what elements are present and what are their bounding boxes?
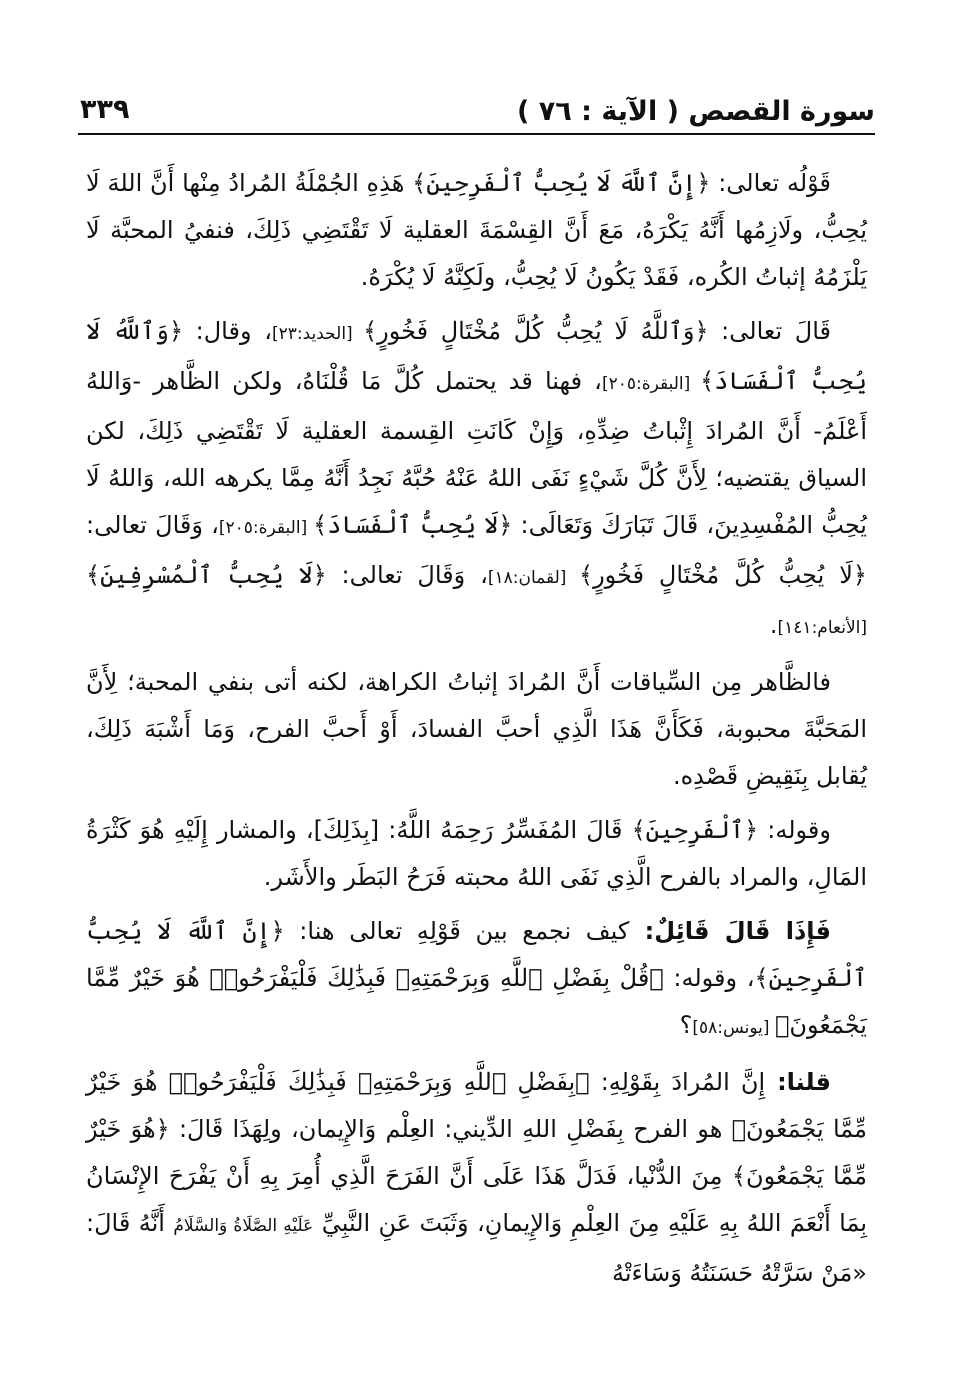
verse-reference: [البقرة:٢٠٥] [218, 518, 314, 538]
paragraph-3: فالظَّاهر مِن السِّياقات أَنَّ المُرادَ إثباتُ الكراهة، لكنه أتى بنفي المحبة؛ لِأَنَّ المَحَبَّةَ محبوبة، فَكَأَنَّ هَذَا الَّذِي أحبَّ الفسادَ، أَوْ أَحبَّ الفرح، وَمَا أَشْبَهَ ذَلِكَ، يُقابل بِنَقِيضِ قَصْدِه. [86, 668, 867, 790]
quran-verse: ﴿إِنَّ ٱللَّهَ لَا يُحِبُّ ٱلْفَرِحِينَ﴾ [86, 917, 867, 992]
page-body [86, 160, 867, 1304]
salutation: عَلَيْهِ الصَّلَاةُ وَالسَّلَامُ [173, 1216, 314, 1236]
verse-reference: [لقمان:١٨] [487, 568, 580, 588]
verse-reference: [الأنعام:١٤١] [777, 618, 867, 638]
paragraph-4: وقوله: ﴿ٱلْفَرِحِينَ﴾ قَالَ المُفَسِّرُ رَحِمَهُ اللَّهُ: [بِذَلِكَ]، والمشار إِلَيْهِ هُوَ كَثْرَةُ المَالِ، والمراد بالفرح الَّذِي نَفَى اللهُ محبته فَرَحُ البَطَر والأَشَر. [86, 816, 867, 891]
paragraph-2: قَالَ تعالى: ﴿وَٱللَّهُ لَا يُحِبُّ كُلَّ مُخْتَالٍ فَخُورٍ﴾ [الحديد:٢٣]، وقال: ﴿وَٱللَّهُ لَا يُحِبُّ ٱلْفَسَادَ﴾ [البقرة:٢٠٥]، فهنا قد يحتمل كُلَّ مَا قُلْنَاهُ، ولكن الظَّاهر -وَاللهُ أَعْلَمُ- أَنَّ المُرادَ إِثْباتُ ضِدِّهِ، وَإِنْ كَانَتِ القِسمة العقلية لَا تَقْتَضِي ذَلِكَ، لكن السياق يقتضيه؛ لِأَنَّ كُلَّ شَيْءٍ نَفَى اللهُ عَنْهُ حُبَّهُ نَجِدُ أَنَّهُ مِمَّا يكرهه الله، وَاللهُ لَا يُحِبُّ المُفْسِدِينَ، قَالَ تَبَارَكَ وَتَعَالَى: ﴿لَا يُحِبُّ ٱلْفَسَادَ﴾ [البقرة:٢٠٥]، وَقَالَ تعالى: ﴿لَا يُحِبُّ كُلَّ مُخْتَالٍ فَخُورٍ﴾ [لقمان:١٨]، وَقَالَ تعالى: ﴿لَا يُحِبُّ ٱلْمُسْرِفِينَ﴾ [الأنعام:١٤١]. [86, 317, 867, 639]
quran-verse: ﴿بِفَضْلِ ٱللَّهِ وَبِرَحْمَتِهِۦ فَبِذَٰلِكَ فَلْيَفْرَحُوا۟ هُوَ خَيْرٌ مِّمَّا يَجْمَعُونَ﴾ [86, 1068, 867, 1143]
quran-verse: ﴿وَٱللَّهُ لَا يُحِبُّ ٱلْفَسَادَ﴾ [86, 317, 867, 395]
paragraph-6: قلنا: إِنَّ المُرادَ بِقَوْلِهِ: ﴿بِفَضْلِ ٱللَّهِ وَبِرَحْمَتِهِۦ فَبِذَٰلِكَ فَلْيَفْرَحُوا۟ هُوَ خَيْرٌ مِّمَّا يَجْمَعُونَ﴾ هو الفرح بِفَضْلِ اللهِ الدِّيني: العِلْم وَالإِيمان، ولِهَذَا قَالَ: ﴿هُوَ خَيْرٌ مِّمَّا يَجْمَعُونَ﴾ مِنَ الدُّنْيا، فَدَلَّ هَذَا عَلَى أَنَّ الفَرَحَ الَّذِي أُمِرَ بِهِ أَنْ يَفْرَحَ الإِنْسَانُ بِمَا أَنْعَمَ اللهُ بِهِ عَلَيْهِ مِنَ العِلْمِ وَالإِيمانِ، وَثَبَتَ عَنِ النَّبِيِّ عَلَيْهِ الصَّلَاةُ وَالسَّلَامُ أَنَّهُ قَالَ: «مَنْ سَرَّتْهُ حَسَنَتُهُ وَسَاءَتْهُ [86, 1068, 868, 1287]
quran-verse: ﴿وَٱللَّهُ لَا يُحِبُّ كُلَّ مُخْتَالٍ فَخُورٍ﴾ [363, 317, 709, 345]
surah-title: سورة القصص ( الآية : ٧٦ ) [517, 96, 875, 127]
quran-verse: ﴿قُلْ بِفَضْلِ ٱللَّهِ وَبِرَحْمَتِهِۦ فَبِذَٰلِكَ فَلْيَفْرَحُوا۟ هُوَ خَيْرٌ مِّمَّا يَجْمَعُونَ﴾ [86, 964, 867, 1039]
quran-verse: ﴿لَا يُحِبُّ ٱلْمُسْرِفِينَ﴾ [86, 561, 327, 589]
page-number: ٣٣٩ [80, 94, 130, 125]
quran-verse: ﴿ٱلْفَرِحِينَ﴾ [631, 816, 759, 844]
header-rule [78, 133, 875, 135]
quran-verse: ﴿لَا يُحِبُّ ٱلْفَسَادَ﴾ [313, 511, 513, 539]
paragraph-1: قَوْلُه تعالى: ﴿إِنَّ ٱللَّهَ لَا يُحِبُّ ٱلْفَرِحِينَ﴾ هَذِهِ الجُمْلَةُ المُرادُ مِنْها أَنَّ اللهَ لَا يُحِبُّ، ولَازِمُها أَنَّهُ يَكْرَهُ، مَعَ أَنَّ القِسْمَةَ العقلية لَا تَقْتَضِي ذَلِكَ، فنفيُ المحبَّة لَا يَلْزَمُهُ إثباتُ الكُره، فَقَدْ يَكُونُ لَا يُحِبُّ، ولَكِنَّهُ لَا يُكْرَهُ. [86, 169, 867, 291]
verse-reference: [يونس:٥٨] [692, 1018, 775, 1038]
question-lead: فَإِذَا قَالَ قَائِلٌ: [629, 917, 831, 945]
quran-verse: ﴿إِنَّ ٱللَّهَ لَا يُحِبُّ ٱلْفَرِحِينَ﴾ [412, 169, 711, 197]
page-header [80, 92, 875, 132]
answer-lead: قلنا: [765, 1068, 831, 1096]
verse-reference: [البقرة:٢٠٥] [601, 374, 701, 394]
quran-verse: ﴿هُوَ خَيْرٌ مِّمَّا يَجْمَعُونَ﴾ [86, 1115, 867, 1190]
verse-reference: [الحديد:٢٣] [271, 324, 364, 344]
quran-verse: ﴿لَا يُحِبُّ كُلَّ مُخْتَالٍ فَخُورٍ﴾ [579, 561, 867, 589]
paragraph-5: فَإِذَا قَالَ قَائِلٌ: كيف نجمع بين قَوْلِهِ تعالى هنا: ﴿إِنَّ ٱللَّهَ لَا يُحِبُّ ٱلْفَرِحِينَ﴾، وقوله: ﴿قُلْ بِفَضْلِ ٱللَّهِ وَبِرَحْمَتِهِۦ فَبِذَٰلِكَ فَلْيَفْرَحُوا۟ هُوَ خَيْرٌ مِّمَّا يَجْمَعُونَ﴾ [يونس:٥٨]؟ [86, 917, 867, 1039]
